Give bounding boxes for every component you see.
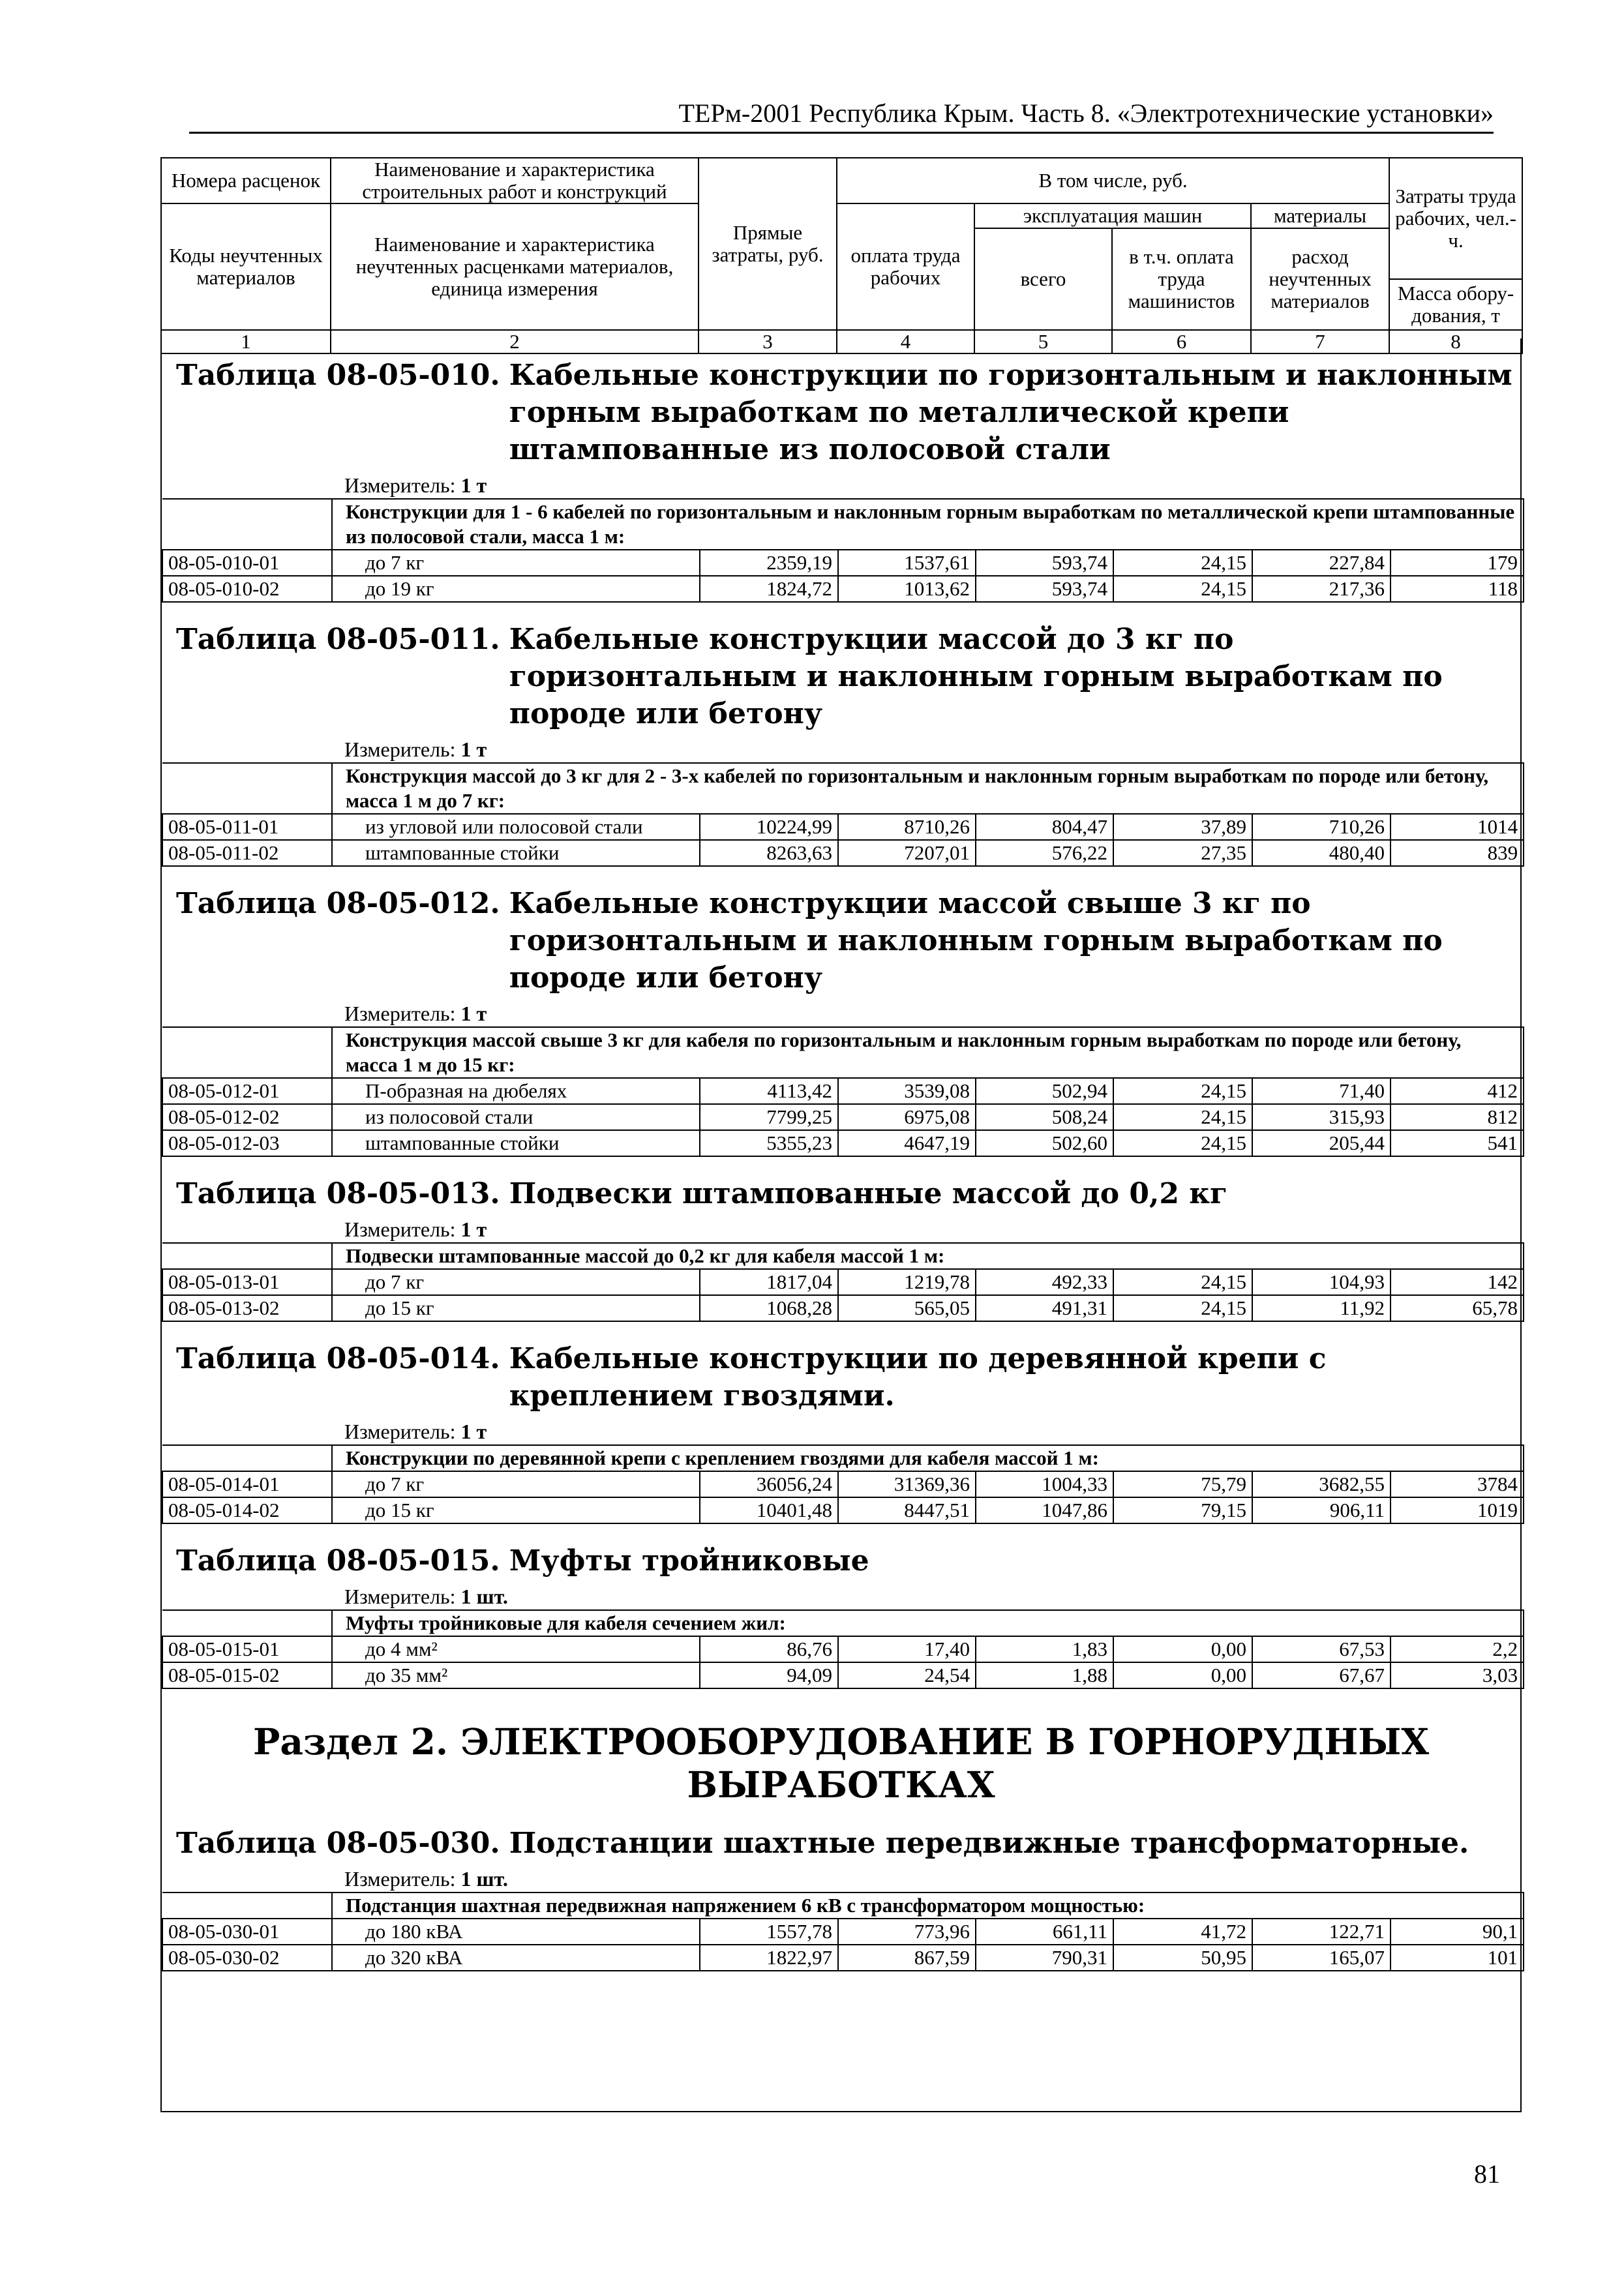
table-row — [162, 1295, 1524, 1321]
col3-header: Прямые затраты, руб. — [699, 158, 837, 330]
work-name: до 7 кг — [332, 1471, 700, 1497]
col-num: 1 — [161, 330, 331, 353]
group-heading: Муфты тройниковые для кабеля сечением жил: — [332, 1610, 1524, 1636]
table-number: Таблица 08-05-011. — [176, 623, 500, 656]
work-name: из полосовой стали — [332, 1104, 700, 1130]
table-row — [162, 840, 1524, 866]
value-cell: 179 — [1391, 550, 1524, 576]
rate-code: 08-05-014-02 — [162, 1497, 332, 1523]
table-row — [162, 814, 1524, 840]
table-row — [162, 1662, 1524, 1688]
col-num: 8 — [1389, 330, 1522, 353]
rate-code: 08-05-013-02 — [162, 1295, 332, 1321]
table-title — [162, 1340, 1520, 1414]
value-cell: 1557,78 — [700, 1919, 838, 1945]
value-cell: 491,31 — [976, 1295, 1113, 1321]
group-heading: Подстанция шахтная передвижная напряжением 6 кВ с трансформатором мощностью: — [332, 1893, 1524, 1919]
work-name: до 320 кВА — [332, 1945, 700, 1971]
price-table — [162, 1444, 1524, 1524]
value-cell: 24,15 — [1113, 1130, 1252, 1156]
materials-header: материалы — [1251, 203, 1389, 228]
blank-cell — [162, 1027, 332, 1078]
group-heading: Конструкции по деревянной крепи с креплением гвоздями для кабеля массой 1 м: — [332, 1445, 1524, 1471]
col2-bottom: Наименование и характеристика неучтенных расценками материалов, единица измерения — [331, 203, 699, 330]
measure-label: Измеритель: — [344, 1585, 456, 1608]
section-heading: Раздел 2. ЭЛЕКТРООБОРУДОВАНИЕ В ГОРНОРУДНЫХ ВЫРАБОТКАХ — [252, 1720, 1430, 1806]
value-cell: 867,59 — [838, 1945, 976, 1971]
measure-line — [162, 472, 1520, 498]
table-row — [162, 1471, 1524, 1497]
col-num: 3 — [699, 330, 837, 353]
col-num: 5 — [974, 330, 1112, 353]
rate-code: 08-05-012-01 — [162, 1078, 332, 1104]
value-cell: 1219,78 — [838, 1269, 976, 1295]
table-title-text: Подвески штампованные массой до 0,2 кг — [509, 1177, 1228, 1210]
price-table — [162, 1026, 1524, 1157]
machines-header: эксплуатация машин — [974, 203, 1251, 228]
value-cell: 412 — [1391, 1078, 1524, 1104]
header-rule — [189, 132, 1494, 134]
table-number: Таблица 08-05-030. — [176, 1827, 500, 1860]
col-num: 6 — [1112, 330, 1251, 353]
value-cell: 217,36 — [1252, 576, 1391, 602]
rate-code: 08-05-010-02 — [162, 576, 332, 602]
value-cell: 90,1 — [1391, 1919, 1524, 1945]
value-cell: 1068,28 — [700, 1295, 838, 1321]
measure-label: Измеритель: — [344, 1420, 456, 1443]
price-table — [162, 498, 1524, 603]
rate-code: 08-05-030-01 — [162, 1919, 332, 1945]
col8-top: Затраты труда рабочих, чел.-ч. — [1389, 158, 1522, 279]
value-cell: 75,79 — [1113, 1471, 1252, 1497]
blank-cell — [162, 1893, 332, 1919]
value-cell: 0,00 — [1113, 1636, 1252, 1662]
col8-bottom: Масса обору-дования, т — [1389, 279, 1522, 330]
blank-cell — [162, 763, 332, 814]
value-cell: 7799,25 — [700, 1104, 838, 1130]
table-number: Таблица 08-05-012. — [176, 887, 500, 920]
col-num: 2 — [331, 330, 699, 353]
value-cell: 492,33 — [976, 1269, 1113, 1295]
table-title-text: Кабельные конструкции массой свыше 3 кг по горизонтальным и наклонным горным выработкам по породе или бетону — [509, 887, 1443, 995]
blank-cell — [162, 1610, 332, 1636]
value-cell: 3,03 — [1391, 1662, 1524, 1688]
value-cell: 24,15 — [1113, 1295, 1252, 1321]
col4-header: оплата труда рабочих — [837, 203, 974, 330]
value-cell: 1019 — [1391, 1497, 1524, 1523]
work-name: до 180 кВА — [332, 1919, 700, 1945]
table-title — [162, 357, 1520, 468]
value-cell: 8263,63 — [700, 840, 838, 866]
table-row — [162, 1919, 1524, 1945]
price-table-section — [162, 1340, 1520, 1524]
col7-header: расход неучтенных материалов — [1251, 228, 1389, 330]
value-cell: 86,76 — [700, 1636, 838, 1662]
value-cell: 50,95 — [1113, 1945, 1252, 1971]
value-cell: 2359,19 — [700, 550, 838, 576]
value-cell: 27,35 — [1113, 840, 1252, 866]
value-cell: 41,72 — [1113, 1919, 1252, 1945]
measure-label: Измеритель: — [344, 1867, 456, 1891]
value-cell: 24,15 — [1113, 550, 1252, 576]
measure-label: Измеритель: — [344, 738, 456, 761]
value-cell: 10224,99 — [700, 814, 838, 840]
value-cell: 502,94 — [976, 1078, 1113, 1104]
measure-unit: 1 т — [460, 1420, 487, 1443]
value-cell: 67,67 — [1252, 1662, 1391, 1688]
measure-line — [162, 736, 1520, 762]
price-table — [162, 762, 1524, 867]
value-cell: 3539,08 — [838, 1078, 976, 1104]
work-name: до 7 кг — [332, 550, 700, 576]
value-cell: 65,78 — [1391, 1295, 1524, 1321]
group-heading: Конструкции для 1 - 6 кабелей по горизонтальным и наклонным горным выработкам по металлической крепи штампованные из полосовой стали, масса 1 м: — [332, 499, 1524, 550]
col-num: 4 — [837, 330, 974, 353]
price-table-section — [162, 621, 1520, 867]
table-row — [162, 1269, 1524, 1295]
table-row — [162, 576, 1524, 602]
value-cell: 0,00 — [1113, 1662, 1252, 1688]
work-name: из угловой или полосовой стали — [332, 814, 700, 840]
measure-unit: 1 т — [460, 1218, 487, 1241]
value-cell: 3682,55 — [1252, 1471, 1391, 1497]
work-name: до 19 кг — [332, 576, 700, 602]
table-title-text: Подстанции шахтные передвижные трансформаторные. — [509, 1827, 1469, 1860]
value-cell: 24,15 — [1113, 576, 1252, 602]
value-cell: 79,15 — [1113, 1497, 1252, 1523]
value-cell: 11,92 — [1252, 1295, 1391, 1321]
col6-header: в т.ч. оплата труда машинистов — [1112, 228, 1251, 330]
price-table — [162, 1892, 1524, 1971]
table-title — [162, 1825, 1520, 1862]
work-name: штампованные стойки — [332, 1130, 700, 1156]
blank-cell — [162, 1243, 332, 1269]
measure-label: Измеритель: — [344, 1218, 456, 1241]
table-number: Таблица 08-05-014. — [176, 1342, 500, 1375]
rate-code: 08-05-012-03 — [162, 1130, 332, 1156]
price-table-section — [162, 1175, 1520, 1322]
table-title — [162, 1542, 1520, 1579]
value-cell: 227,84 — [1252, 550, 1391, 576]
value-cell: 8447,51 — [838, 1497, 976, 1523]
rate-code: 08-05-013-01 — [162, 1269, 332, 1295]
value-cell: 122,71 — [1252, 1919, 1391, 1945]
value-cell: 773,96 — [838, 1919, 976, 1945]
value-cell: 1,88 — [976, 1662, 1113, 1688]
blank-cell — [162, 499, 332, 550]
measure-unit: 1 шт. — [460, 1585, 508, 1608]
value-cell: 1,83 — [976, 1636, 1113, 1662]
table-row — [162, 1130, 1524, 1156]
value-cell: 10401,48 — [700, 1497, 838, 1523]
value-cell: 24,54 — [838, 1662, 976, 1688]
value-cell: 1822,97 — [700, 1945, 838, 1971]
price-tables-section2 — [162, 1825, 1520, 1971]
incl-header: В том числе, руб. — [837, 158, 1389, 203]
value-cell: 1004,33 — [976, 1471, 1113, 1497]
rate-code: 08-05-010-01 — [162, 550, 332, 576]
rate-code: 08-05-011-02 — [162, 840, 332, 866]
price-table — [162, 1242, 1524, 1322]
value-cell: 4113,42 — [700, 1078, 838, 1104]
value-cell: 205,44 — [1252, 1130, 1391, 1156]
tables-body — [160, 338, 1522, 2112]
value-cell: 906,11 — [1252, 1497, 1391, 1523]
measure-unit: 1 т — [460, 473, 487, 497]
value-cell: 315,93 — [1252, 1104, 1391, 1130]
value-cell: 36056,24 — [700, 1471, 838, 1497]
measure-unit: 1 т — [460, 1002, 487, 1025]
value-cell: 710,26 — [1252, 814, 1391, 840]
table-title-text: Кабельные конструкции по горизонтальным и наклонным горным выработкам по металлической крепи штампованные из полосовой стали — [509, 359, 1512, 466]
value-cell: 1817,04 — [700, 1269, 838, 1295]
rate-code: 08-05-015-01 — [162, 1636, 332, 1662]
measure-line — [162, 1000, 1520, 1026]
rate-code: 08-05-015-02 — [162, 1662, 332, 1688]
measure-unit: 1 шт. — [460, 1867, 508, 1891]
value-cell: 812 — [1391, 1104, 1524, 1130]
work-name: до 35 мм² — [332, 1662, 700, 1688]
table-row — [162, 1104, 1524, 1130]
table-row — [162, 550, 1524, 576]
col2-top: Наименование и характеристика строительных работ и конструкций — [331, 158, 699, 203]
value-cell: 1014 — [1391, 814, 1524, 840]
blank-cell — [162, 1445, 332, 1471]
value-cell: 165,07 — [1252, 1945, 1391, 1971]
col5-header: всего — [974, 228, 1112, 330]
value-cell: 480,40 — [1252, 840, 1391, 866]
rate-code: 08-05-011-01 — [162, 814, 332, 840]
value-cell: 4647,19 — [838, 1130, 976, 1156]
value-cell: 17,40 — [838, 1636, 976, 1662]
work-name: до 4 мм² — [332, 1636, 700, 1662]
column-header-table — [160, 157, 1523, 354]
value-cell: 8710,26 — [838, 814, 976, 840]
table-title — [162, 1175, 1520, 1212]
rate-code: 08-05-014-01 — [162, 1471, 332, 1497]
value-cell: 593,74 — [976, 550, 1113, 576]
col1-top: Номера расценок — [161, 158, 331, 203]
value-cell: 1047,86 — [976, 1497, 1113, 1523]
value-cell: 541 — [1391, 1130, 1524, 1156]
value-cell: 7207,01 — [838, 840, 976, 866]
value-cell: 5355,23 — [700, 1130, 838, 1156]
table-title — [162, 621, 1520, 732]
value-cell: 101 — [1391, 1945, 1524, 1971]
col-num: 7 — [1251, 330, 1389, 353]
measure-label: Измеритель: — [344, 473, 456, 497]
work-name: штампованные стойки — [332, 840, 700, 866]
value-cell: 118 — [1391, 576, 1524, 602]
value-cell: 24,15 — [1113, 1078, 1252, 1104]
measure-line — [162, 1866, 1520, 1892]
value-cell: 839 — [1391, 840, 1524, 866]
running-header: ТЕРм-2001 Республика Крым. Часть 8. «Электротехнические установки» — [678, 98, 1494, 128]
work-name: до 15 кг — [332, 1295, 700, 1321]
value-cell: 508,24 — [976, 1104, 1113, 1130]
measure-line — [162, 1216, 1520, 1242]
measure-unit: 1 т — [460, 738, 487, 761]
group-heading: Конструкция массой свыше 3 кг для кабеля по горизонтальным и наклонным горным выработкам по породе или бетону, масса 1 м до 15 кг: — [332, 1027, 1524, 1078]
price-table-section — [162, 1542, 1520, 1689]
price-tables — [162, 357, 1520, 1689]
page-number: 81 — [1474, 2159, 1500, 2189]
value-cell: 24,15 — [1113, 1104, 1252, 1130]
table-row — [162, 1497, 1524, 1523]
table-row — [162, 1636, 1524, 1662]
price-table-section — [162, 885, 1520, 1157]
value-cell: 502,60 — [976, 1130, 1113, 1156]
table-number: Таблица 08-05-015. — [176, 1544, 500, 1578]
work-name: до 15 кг — [332, 1497, 700, 1523]
value-cell: 31369,36 — [838, 1471, 976, 1497]
value-cell: 3784 — [1391, 1471, 1524, 1497]
value-cell: 1537,61 — [838, 550, 976, 576]
value-cell: 142 — [1391, 1269, 1524, 1295]
measure-label: Измеритель: — [344, 1002, 456, 1025]
col1-bottom: Коды неучтенных материалов — [161, 203, 331, 330]
measure-line — [162, 1418, 1520, 1444]
group-heading: Конструкция массой до 3 кг для 2 - 3-х кабелей по горизонтальным и наклонным горным выработкам по породе или бетону, масса 1 м до 7 кг: — [332, 763, 1524, 814]
group-heading: Подвески штампованные массой до 0,2 кг для кабеля массой 1 м: — [332, 1243, 1524, 1269]
table-title-text: Кабельные конструкции массой до 3 кг по горизонтальным и наклонным горным выработкам по породе или бетону — [509, 623, 1443, 730]
value-cell: 94,09 — [700, 1662, 838, 1688]
value-cell: 804,47 — [976, 814, 1113, 840]
value-cell: 37,89 — [1113, 814, 1252, 840]
measure-line — [162, 1583, 1520, 1609]
value-cell: 565,05 — [838, 1295, 976, 1321]
value-cell: 790,31 — [976, 1945, 1113, 1971]
table-title-text: Кабельные конструкции по деревянной крепи с креплением гвоздями. — [509, 1342, 1327, 1413]
table-number: Таблица 08-05-013. — [176, 1177, 500, 1210]
value-cell: 2,2 — [1391, 1636, 1524, 1662]
value-cell: 593,74 — [976, 576, 1113, 602]
rate-code: 08-05-012-02 — [162, 1104, 332, 1130]
table-row — [162, 1078, 1524, 1104]
value-cell: 24,15 — [1113, 1269, 1252, 1295]
rate-code: 08-05-030-02 — [162, 1945, 332, 1971]
value-cell: 6975,08 — [838, 1104, 976, 1130]
value-cell: 1013,62 — [838, 576, 976, 602]
value-cell: 576,22 — [976, 840, 1113, 866]
value-cell: 661,11 — [976, 1919, 1113, 1945]
value-cell: 1824,72 — [700, 576, 838, 602]
work-name: до 7 кг — [332, 1269, 700, 1295]
price-table-section — [162, 357, 1520, 603]
table-title-text: Муфты тройниковые — [509, 1544, 869, 1578]
table-title — [162, 885, 1520, 996]
work-name: П-образная на дюбелях — [332, 1078, 700, 1104]
price-table-section — [162, 1825, 1520, 1971]
value-cell: 71,40 — [1252, 1078, 1391, 1104]
value-cell: 67,53 — [1252, 1636, 1391, 1662]
value-cell: 104,93 — [1252, 1269, 1391, 1295]
table-number: Таблица 08-05-010. — [176, 359, 500, 392]
table-row — [162, 1945, 1524, 1971]
price-table — [162, 1609, 1524, 1689]
